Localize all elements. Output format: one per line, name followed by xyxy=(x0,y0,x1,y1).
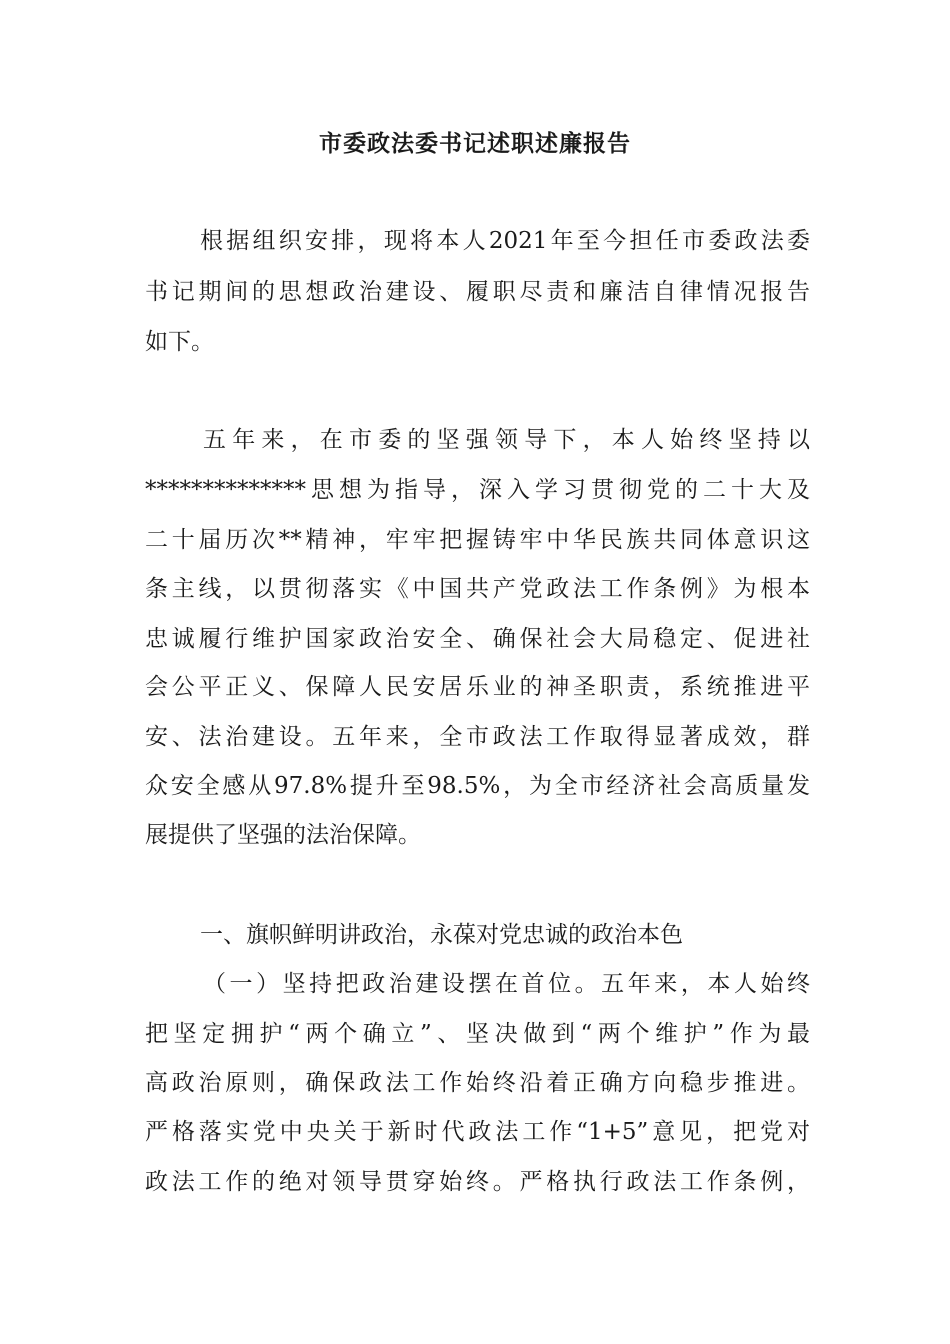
paragraph-line: 众安全感从97.8%提升至98.5%，为全市经济社会高质量发 xyxy=(145,773,810,799)
paragraph-line: 展提供了坚强的法治保障。 xyxy=(145,822,421,848)
paragraph-line: 如下。 xyxy=(145,329,214,355)
paragraph-line: 书记期间的思想政治建设、履职尽责和廉洁自律情况报告 xyxy=(145,279,810,305)
paragraph-line: 二十届历次**精神，牢牢把握铸牢中华民族共同体意识这 xyxy=(145,527,810,553)
paragraph-line: 严格落实党中央关于新时代政法工作“1+5”意见，把党对 xyxy=(145,1119,810,1145)
paragraph-line: 安、法治建设。五年来，全市政法工作取得显著成效，群 xyxy=(145,724,810,750)
paragraph-line: 忠诚履行维护国家政治安全、确保社会大局稳定、促进社 xyxy=(145,626,810,652)
document-title: 市委政法委书记述职述廉报告 xyxy=(319,130,631,157)
paragraph-line: 会公平正义、保障人民安居乐业的神圣职责，系统推进平 xyxy=(145,674,810,700)
paragraph-line: 高政治原则，确保政法工作始终沿着正确方向稳步推进。 xyxy=(145,1070,810,1096)
paragraph-line: 条主线，以贯彻落实《中国共产党政法工作条例》为根本 xyxy=(145,576,810,602)
paragraph-line: 把坚定拥护“两个确立”、坚决做到“两个维护”作为最 xyxy=(145,1021,810,1047)
paragraph-line: （一）坚持把政治建设摆在首位。五年来，本人始终 xyxy=(203,971,810,997)
paragraph-line: 根据组织安排，现将本人2021年至今担任市委政法委 xyxy=(200,228,810,254)
section-heading: 一、旗帜鲜明讲政治，永葆对党忠诚的政治本色 xyxy=(200,922,683,948)
paragraph-line: 五年来，在市委的坚强领导下，本人始终坚持以 xyxy=(203,427,810,453)
paragraph-line: **************思想为指导，深入学习贯彻党的二十大及 xyxy=(145,477,810,503)
paragraph-line: 政法工作的绝对领导贯穿始终。严格执行政法工作条例， xyxy=(145,1169,810,1195)
